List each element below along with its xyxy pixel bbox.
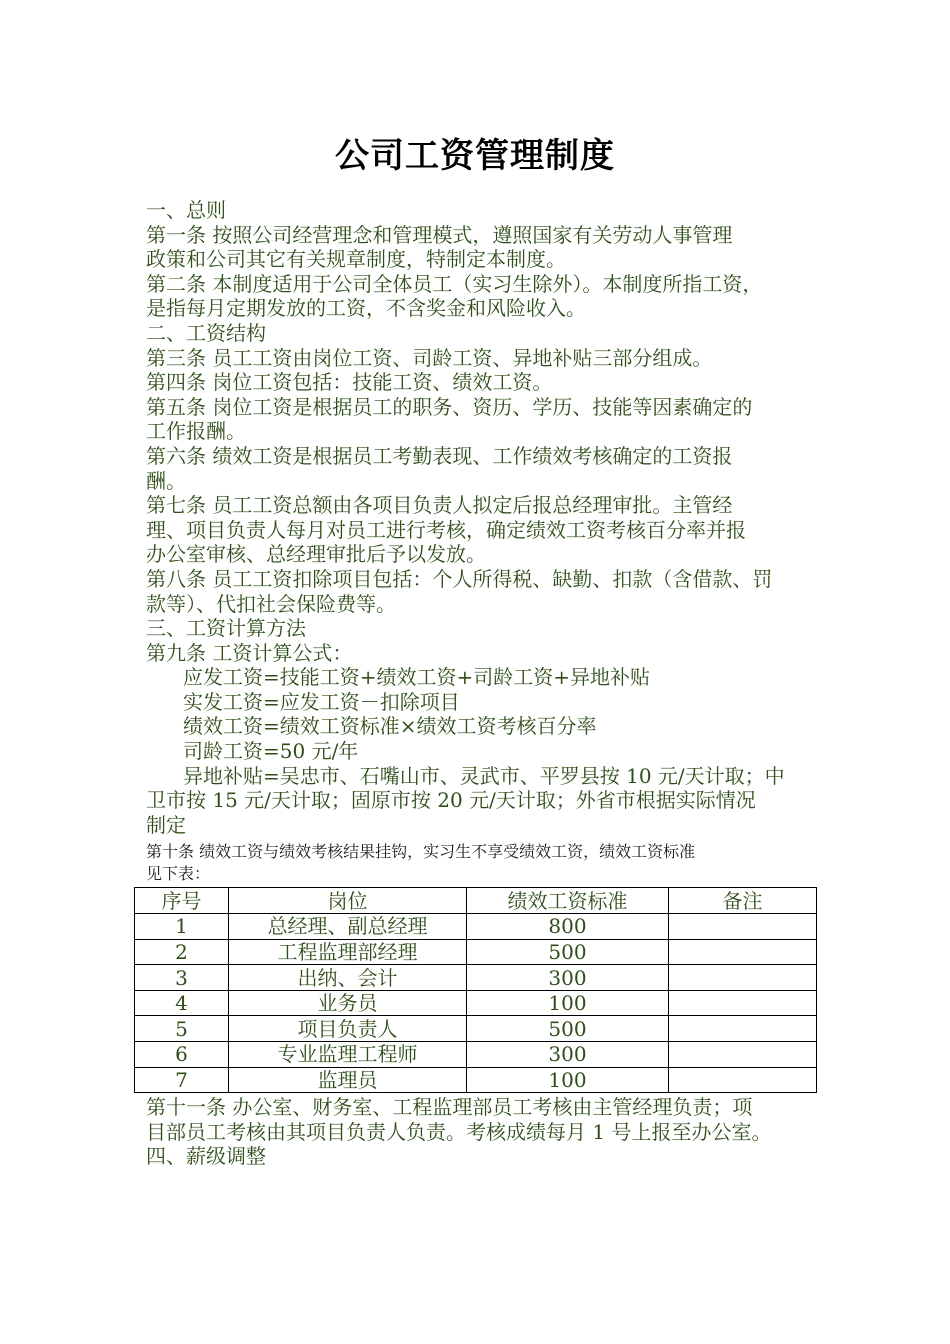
cell-standard: 100 bbox=[467, 990, 669, 1016]
cell-index: 3 bbox=[135, 965, 229, 991]
text-line: 第四条 岗位工资包括：技能工资、绩效工资。 bbox=[146, 370, 553, 395]
cell-index: 5 bbox=[135, 1016, 229, 1042]
text-line: 第二条 本制度适用于公司全体员工（实习生除外）。本制度所指工资， bbox=[146, 271, 763, 296]
text-line: 第一条 按照公司经营理念和管理模式，遵照国家有关劳动人事管理 bbox=[146, 222, 733, 247]
text-line: 第九条 工资计算公式： bbox=[146, 640, 353, 665]
text-line: 第五条 岗位工资是根据员工的职务、资历、学历、技能等因素确定的 bbox=[146, 394, 753, 419]
table-row bbox=[135, 965, 817, 991]
text-line: 第六条 绩效工资是根据员工考勤表现、工作绩效考核确定的工资报 bbox=[146, 443, 733, 468]
cell-standard: 300 bbox=[467, 965, 669, 991]
cell-index: 4 bbox=[135, 990, 229, 1016]
cell-position: 专业监理工程师 bbox=[229, 1042, 467, 1068]
text-line: 实发工资=应发工资－扣除项目 bbox=[183, 689, 460, 714]
cell-position: 业务员 bbox=[229, 990, 467, 1016]
wage-standard-table bbox=[134, 887, 817, 1093]
cell-note bbox=[669, 1067, 817, 1093]
text-line: 见下表： bbox=[146, 864, 211, 884]
text-line: 第七条 员工工资总额由各项目负责人拟定后报总经理审批。主管经 bbox=[146, 493, 733, 518]
page-title: 公司工资管理制度 bbox=[335, 136, 615, 176]
text-line: 第十条 绩效工资与绩效考核结果挂钩，实习生不享受绩效工资，绩效工资标准 bbox=[146, 842, 696, 862]
text-line: 四、薪级调整 bbox=[146, 1144, 266, 1169]
section-part2 bbox=[146, 1095, 836, 1169]
table-row bbox=[135, 1042, 817, 1068]
text-line: 异地补贴=吴忠市、石嘴山市、灵武市、平罗县按 10 元/天计取；中 bbox=[183, 763, 785, 788]
cell-position: 监理员 bbox=[229, 1067, 467, 1093]
text-line: 工作报酬。 bbox=[146, 419, 246, 444]
text-line: 理、项目负责人每月对员工进行考核，确定绩效工资考核百分率并报 bbox=[146, 517, 746, 542]
table-row bbox=[135, 990, 817, 1016]
text-line: 司龄工资=50 元/年 bbox=[183, 739, 359, 764]
text-line: 卫市按 15 元/天计取；固原市按 20 元/天计取；外省市根据实际情况 bbox=[146, 788, 756, 813]
cell-note bbox=[669, 1016, 817, 1042]
text-line: 应发工资=技能工资+绩效工资+司龄工资+异地补贴 bbox=[183, 665, 651, 690]
cell-note bbox=[669, 990, 817, 1016]
text-line: 款等）、代扣社会保险费等。 bbox=[146, 591, 396, 616]
cell-note bbox=[669, 939, 817, 965]
text-line: 第八条 员工工资扣除项目包括：个人所得税、缺勤、扣款（含借款、罚 bbox=[146, 566, 773, 591]
text-line: 第十一条 办公室、财务室、工程监理部员工考核由主管经理负责；项 bbox=[146, 1095, 753, 1120]
cell-position: 出纳、会计 bbox=[229, 965, 467, 991]
table-row bbox=[135, 939, 817, 965]
cell-standard: 300 bbox=[467, 1042, 669, 1068]
cell-position: 总经理、副总经理 bbox=[229, 914, 467, 940]
text-line: 办公室审核、总经理审批后予以发放。 bbox=[146, 542, 486, 567]
cell-position: 工程监理部经理 bbox=[229, 939, 467, 965]
table-row bbox=[135, 1016, 817, 1042]
header-index: 序号 bbox=[135, 888, 229, 914]
cell-standard: 100 bbox=[467, 1067, 669, 1093]
cell-standard: 500 bbox=[467, 939, 669, 965]
header-standard: 绩效工资标准 bbox=[467, 888, 669, 914]
table-row bbox=[135, 914, 817, 940]
cell-note bbox=[669, 914, 817, 940]
text-line: 一、总则 bbox=[146, 198, 226, 222]
cell-index: 1 bbox=[135, 914, 229, 940]
table-header-row bbox=[135, 888, 817, 914]
header-note: 备注 bbox=[669, 888, 817, 914]
text-line: 三、工资计算方法 bbox=[146, 616, 306, 641]
text-line: 是指每月定期发放的工资，不含奖金和风险收入。 bbox=[146, 296, 586, 321]
cell-index: 7 bbox=[135, 1067, 229, 1093]
text-line: 二、工资结构 bbox=[146, 320, 266, 345]
text-line: 目部员工考核由其项目负责人负责。考核成绩每月 1 号上报至办公室。 bbox=[146, 1119, 772, 1144]
cell-note bbox=[669, 1042, 817, 1068]
article-10 bbox=[146, 841, 836, 885]
table-row bbox=[135, 1067, 817, 1093]
cell-position: 项目负责人 bbox=[229, 1016, 467, 1042]
table-body bbox=[135, 914, 817, 1093]
cell-index: 6 bbox=[135, 1042, 229, 1068]
header-position: 岗位 bbox=[229, 888, 467, 914]
section-part1 bbox=[146, 198, 836, 837]
document-body bbox=[146, 198, 836, 1169]
cell-index: 2 bbox=[135, 939, 229, 965]
cell-standard: 800 bbox=[467, 914, 669, 940]
cell-standard: 500 bbox=[467, 1016, 669, 1042]
text-line: 制定 bbox=[146, 812, 186, 837]
text-line: 政策和公司其它有关规章制度，特制定本制度。 bbox=[146, 247, 566, 272]
text-line: 绩效工资=绩效工资标准×绩效工资考核百分率 bbox=[183, 714, 597, 739]
cell-note bbox=[669, 965, 817, 991]
text-line: 酬。 bbox=[146, 468, 186, 493]
text-line: 第三条 员工工资由岗位工资、司龄工资、异地补贴三部分组成。 bbox=[146, 345, 713, 370]
